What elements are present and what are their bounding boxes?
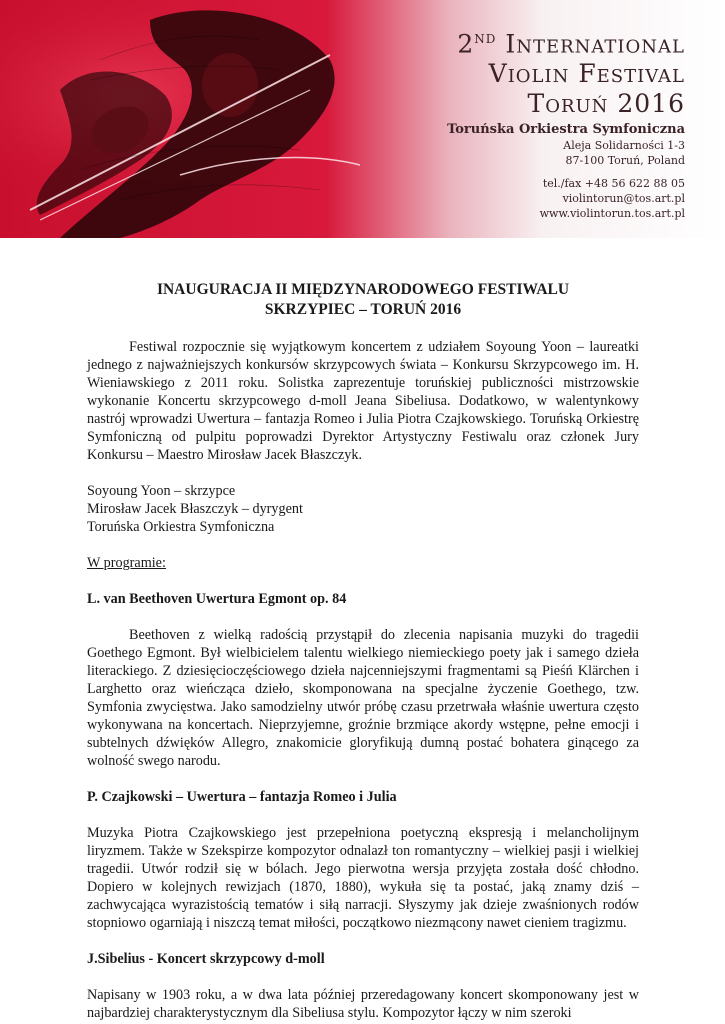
email-address[interactable]: violintorun@tos.art.pl bbox=[562, 192, 685, 205]
phone-fax: tel./fax +48 56 622 88 05 bbox=[542, 177, 685, 190]
document-body bbox=[87, 280, 639, 1022]
festival-title-line1-text: International bbox=[496, 29, 685, 59]
festival-title-line3: Toruń 2016 bbox=[527, 89, 685, 119]
organizer-name: Toruńska Orkiestra Symfoniczna bbox=[447, 122, 685, 137]
section-heading-czajkowski: P. Czajkowski – Uwertura – fantazja Romeo i Julia bbox=[87, 789, 397, 805]
document-title-line2: SKRZYPIEC – TORUŃ 2016 bbox=[264, 301, 462, 318]
section-text-sibelius: Napisany w 1903 roku, a w dwa lata później przeredagowany koncert skomponowany jest w najbardziej charakterystycznym dla Sibeliusa stylu. Kompozytor łączy w nim szeroki bbox=[87, 987, 639, 1021]
section-heading-sibelius: J.Sibelius - Koncert skrzypcowy d-moll bbox=[87, 951, 325, 967]
document-title-line1: INAUGURACJA II MIĘDZYNARODOWEGO FESTIWALU bbox=[156, 281, 570, 298]
organizer-contact bbox=[447, 122, 685, 221]
festival-ordinal-suffix: ND bbox=[474, 32, 497, 46]
intro-paragraph: Festiwal rozpocznie się wyjątkowym koncertem z udziałem Soyoung Yoon – laureatki jednego z najważniejszych konkursów skrzypcowych świata – Konkursu Skrzypcowego im. H. Wieniawskiego z 2011 roku. Solistka zaprezentuje toruńskiej publiczności mistrzowskie wykonanie Koncertu skrzypcowego d-moll Jeana Sibeliusa. Dodatkowo, w walentynkowy nastrój wprowadzi Uwertura – fantazja Romeo i Julia Piotra Czajkowskiego. Toruńską Orkiestrę Symfoniczną od pulpitu poprowadzi Dyrektor Artystyczny Festiwalu oraz członek Jury Konkursu – Maestro Mirosław Jacek Błaszczyk. bbox=[87, 339, 639, 463]
program-label: W programie: bbox=[87, 555, 166, 571]
section-text-czajkowski: Muzyka Piotra Czajkowskiego jest przepełniona poetyczną ekspresją i melancholijnym liryzmem. Także w Szekspirze kompozytor odnalazł ton romantyczny – wielkiej pasji i wielkiej tragedii. Utwór rodził się w bólach. Jego pierwotna wersja przyjęta została dość chłodno. Dopiero w kolejnych rewizjach (1870, 1880), wykuła się ta postać, jaką znamy dziś – zachwycająca wyrazistością tematów i siłą narracji. Słyszymy jak dzieje zwaśnionych rodów stopniowo ogarniają i niszczą temat miłości, początkowo niezmącony nawet cieniem tragizmu. bbox=[87, 825, 639, 931]
performer-orchestra: Toruńska Orkiestra Symfoniczna bbox=[87, 519, 275, 535]
section-heading-beethoven: L. van Beethoven Uwertura Egmont op. 84 bbox=[87, 591, 347, 607]
address-line1: Aleja Solidarności 1-3 bbox=[563, 139, 685, 152]
performer-conductor: Mirosław Jacek Błaszczyk – dyrygent bbox=[87, 501, 303, 517]
section-text-beethoven: Beethoven z wielką radością przystąpił do zlecenia napisania muzyki do tragedii Goethego Egmont. Był wielbicielem talentu wielkiego niemieckiego poety jak i samego dzieła literackiego. Z dziesięcioczęściowego dzieła najcenniejszymi fragmentami są Pieśń Klärchen i Larghetto oraz wieńcząca dzieło, skomponowana na specjalne życzenie Goethego, tzw. Symfonia zwycięstwa. Jako samodzielny utwór próbę czasu przetrwała właśnie uwertura często wykonywana na koncertach. Nieprzyjemne, groźnie brzmiące akordy wstępne, pełne emocji i subtelnych dźwięków Allegro, znakomicie gloryfikują dumną postać bohatera ginącego za wolność swego narodu. bbox=[87, 627, 639, 769]
website-link[interactable]: www.violintorun.tos.art.pl bbox=[539, 207, 685, 220]
festival-title bbox=[457, 24, 685, 119]
festival-ordinal: 2 bbox=[457, 29, 475, 59]
performer-soloist: Soyoung Yoon – skrzypce bbox=[87, 483, 236, 499]
header-banner bbox=[0, 0, 725, 238]
festival-title-line1 bbox=[457, 24, 685, 59]
address-line2: 87-100 Toruń, Poland bbox=[565, 154, 685, 167]
document-title bbox=[87, 280, 639, 320]
festival-title-line2: Violin Festival bbox=[488, 59, 685, 89]
